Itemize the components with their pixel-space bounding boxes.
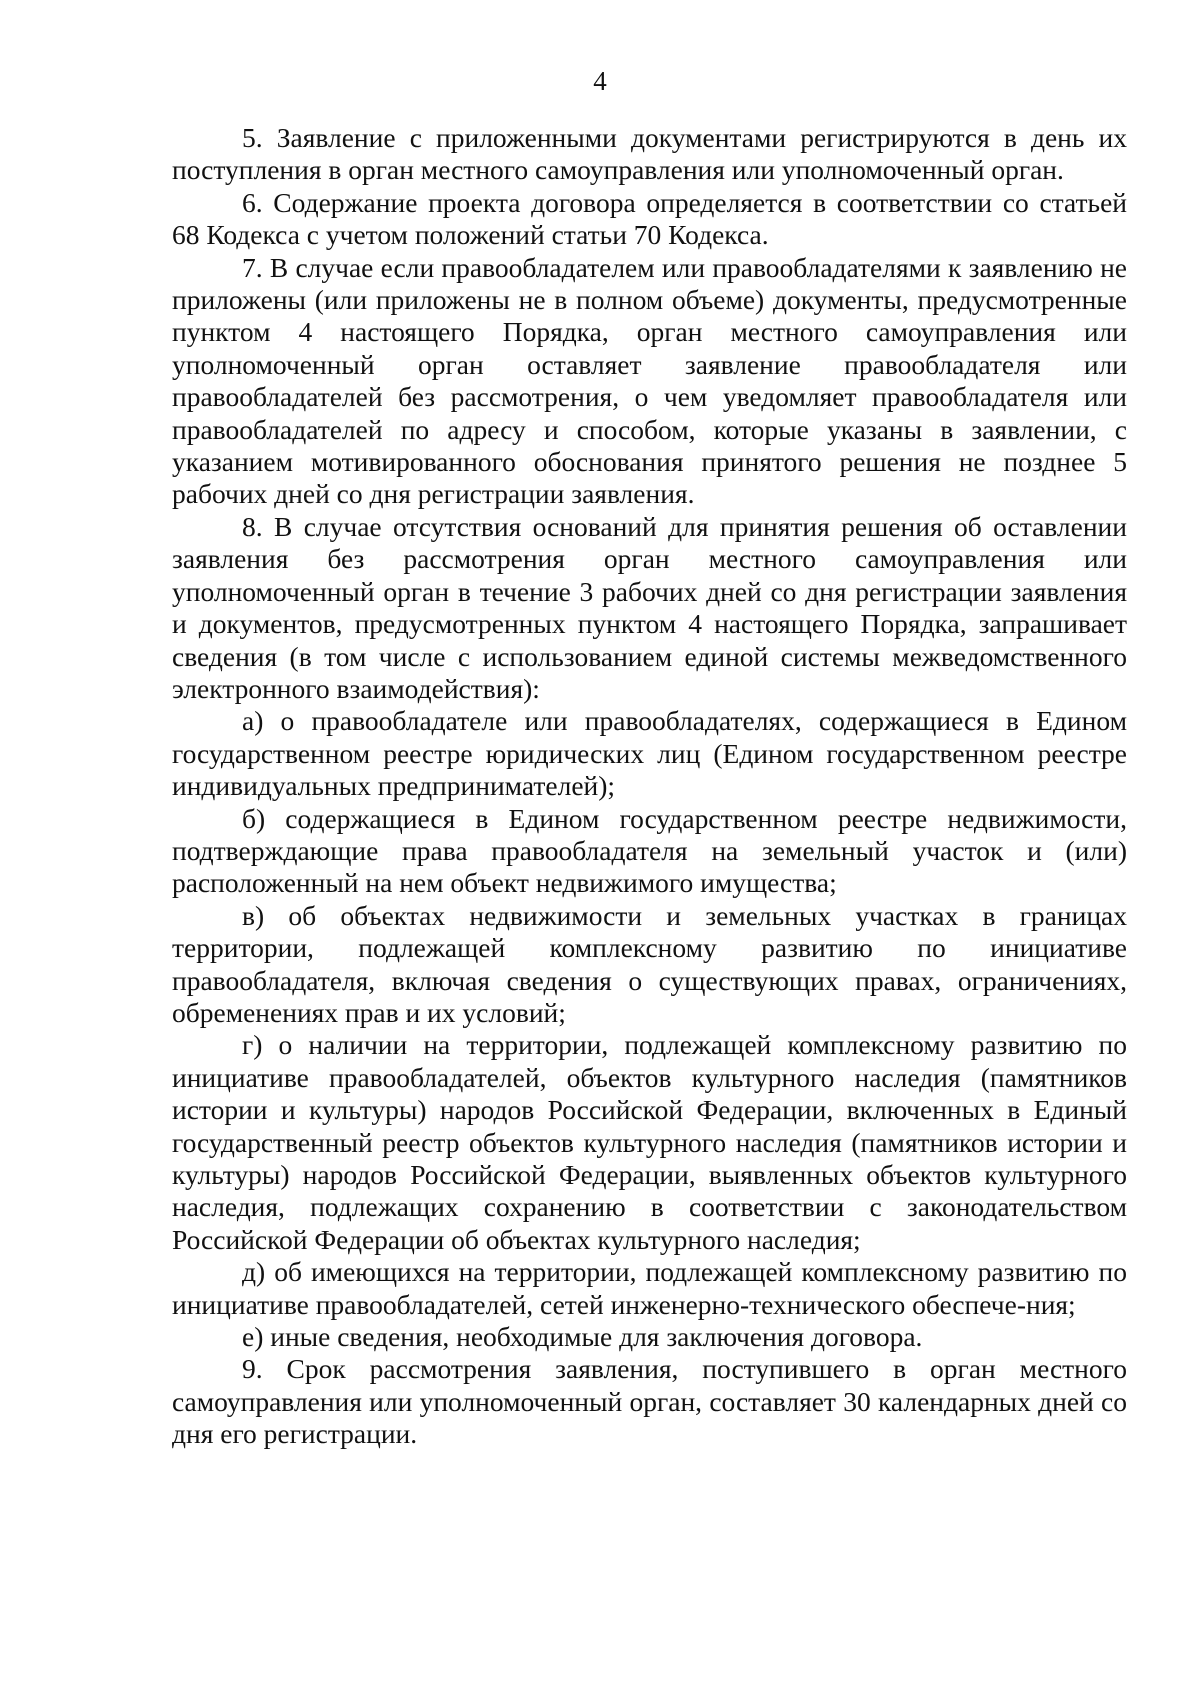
paragraph-8-d: д) об имеющихся на территории, подлежащей комплексному развитию по инициативе правообладателей, сетей инженерно-технического обеспече-ния; bbox=[172, 1256, 1127, 1320]
paragraph-9: 9. Срок рассмотрения заявления, поступившего в орган местного самоуправления или уполномоченный орган, составляет 30 календарных дней со дня его регистрации. bbox=[172, 1353, 1127, 1450]
paragraph-8-b: б) содержащиеся в Едином государственном реестре недвижимости, подтверждающие права правообладателя на земельный участок и (или) расположенный на нем объект недвижимого имущества; bbox=[172, 802, 1127, 899]
paragraph-8-g: г) о наличии на территории, подлежащей комплексному развитию по инициативе правообладателей, объектов культурного наследия (памятников истории и культуры) народов Российской Федерации, включенных в Единый государственный реестр объектов культурного наследия (памятников истории и культуры) народов Российской Федерации, выявленных объектов культурного наследия, подлежащих сохранению в соответствии с законодательством Российской Федерации об объектах культурного наследия; bbox=[172, 1029, 1127, 1255]
page-number: 4 bbox=[593, 66, 607, 96]
paragraph-7: 7. В случае если правообладателем или правообладателями к заявлению не приложены (или приложены не в полном объеме) документы, предусмотренные пунктом 4 настоящего Порядка, орган местного самоуправления или уполномоченный орган оставляет заявление правообладателя или правообладателей без рассмотрения, о чем уведомляет правообладателя или правообладателей по адресу и способом, которые указаны в заявлении, с указанием мотивированного обоснования принятого решения не позднее 5 рабочих дней со дня регистрации заявления. bbox=[172, 251, 1127, 510]
paragraph-5: 5. Заявление с приложенными документами регистрируются в день их поступления в орган местного самоуправления или уполномоченный орган. bbox=[172, 122, 1127, 186]
document-body bbox=[172, 122, 1127, 1451]
paragraph-8-v: в) об объектах недвижимости и земельных участках в границах территории, подлежащей комплексному развитию по инициативе правообладателя, включая сведения о существующих правах, ограничениях, обременениях прав и их условий; bbox=[172, 899, 1127, 1028]
paragraph-8: 8. В случае отсутствия оснований для принятия решения об оставлении заявления без рассмотрения орган местного самоуправления или уполномоченный орган в течение 3 рабочих дней со дня регистрации заявления и документов, предусмотренных пунктом 4 настоящего Порядка, запрашивает сведения (в том числе с использованием единой системы межведомственного электронного взаимодействия): bbox=[172, 510, 1127, 704]
paragraph-8-a: а) о правообладателе или правообладателях, содержащиеся в Едином государственном реестре юридических лиц (Едином государственном реестре индивидуальных предпринимателей); bbox=[172, 705, 1127, 802]
paragraph-6: 6. Содержание проекта договора определяется в соответствии со статьей 68 Кодекса с учетом положений статьи 70 Кодекса. bbox=[172, 186, 1127, 251]
paragraph-8-e: е) иные сведения, необходимые для заключения договора. bbox=[242, 1321, 923, 1353]
